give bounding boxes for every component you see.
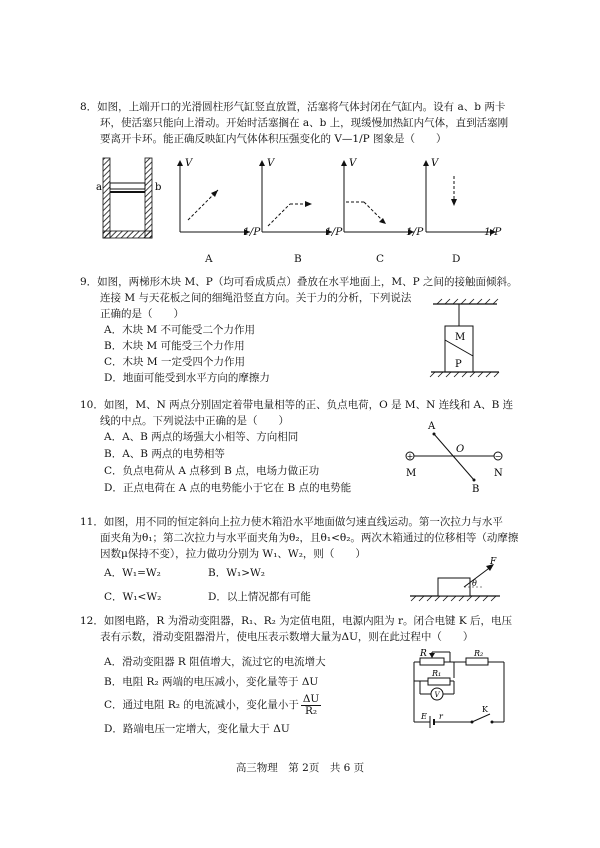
point-o-label: O xyxy=(456,444,465,455)
svg-text:+: + xyxy=(406,452,414,461)
svg-text:R₁: R₁ xyxy=(432,669,442,678)
q10-option-b: B．A、B 两点的电势相等 xyxy=(104,448,225,460)
q10-option-c: C．负点电荷从 A 点移到 B 点，电场力做正功 xyxy=(104,465,320,477)
q9-option-b: B．木块 M 可能受三个力作用 xyxy=(104,340,245,352)
option-c-label: C xyxy=(376,253,385,265)
svg-text:V: V xyxy=(431,158,439,169)
graph-b-x-label: 1/P xyxy=(325,226,343,238)
force-arrow xyxy=(464,566,492,587)
option-a-label: A xyxy=(205,253,213,265)
q12-option-c xyxy=(104,693,321,717)
q8-cylinder-figure xyxy=(95,156,165,242)
ring-a-label: a xyxy=(96,182,102,193)
q9-stem-line-3: 正确的是（ ） xyxy=(100,308,184,320)
q11-option-a: A．W₁=W₂ xyxy=(104,567,161,579)
svg-text:E: E xyxy=(421,712,427,721)
q8-stem-line-2: 环，使活塞只能向上滑动。开始时活塞搁在 a、b 上，现缓慢加热缸内气体，直到活塞刚 xyxy=(100,117,509,129)
q8-graph-b xyxy=(252,156,334,240)
q11-option-d: D．以上情况都有可能 xyxy=(208,591,311,603)
q11-option-b: B．W₁>W₂ xyxy=(208,567,266,579)
q11-box-figure xyxy=(408,556,504,604)
piston xyxy=(110,183,145,189)
option-b-label: B xyxy=(294,253,302,265)
svg-text:r: r xyxy=(439,712,443,721)
cylinder-left-wall xyxy=(103,158,110,238)
svg-text:V: V xyxy=(267,158,275,169)
point-m-label: M xyxy=(406,468,417,479)
q8-graph-a xyxy=(170,156,252,240)
q10-stem-line-1: 10．如图，M、N 两点分别固定着带电量相等的正、负点电荷，O 是 M、N 连线和 A、B 连 xyxy=(80,399,514,411)
block-p-label: P xyxy=(455,359,462,370)
q12-option-a: A．滑动变阻器 R 阻值增大，流过它的电流增大 xyxy=(104,656,326,668)
graph-b-line xyxy=(268,204,290,226)
q12-option-d: D．路端电压一定增大，变化量大于 ΔU xyxy=(104,723,290,735)
q10-charges-figure xyxy=(398,418,508,498)
q9-option-d: D．地面可能受到水平方向的摩擦力 xyxy=(104,372,270,384)
cylinder-bottom xyxy=(103,231,152,238)
q9-blocks-figure xyxy=(425,298,505,384)
resistor-r2 xyxy=(466,658,488,665)
q10-option-d: D．正点电荷在 A 点的电势能小于它在 B 点的电势能 xyxy=(104,482,352,494)
q10-option-a: A．A、B 两点的场强大小相等、方向相同 xyxy=(104,431,299,443)
graph-a-x-label: 1/P xyxy=(243,226,261,238)
svg-text:R₂: R₂ xyxy=(474,649,484,658)
q10-stem-line-2: 线的中点。下列说法中正确的是（ ） xyxy=(100,415,289,427)
svg-text:V: V xyxy=(434,691,440,699)
svg-text:V: V xyxy=(349,158,357,169)
point-a-label: A xyxy=(428,421,436,432)
rheostat-r xyxy=(420,658,444,665)
q9-stem-line-2: 连接 M 与天花板之间的细绳沿竖直方向。关于力的分析，下列说法 xyxy=(100,292,412,304)
cylinder-right-wall xyxy=(145,158,152,238)
q9-stem-line-1: 9．如图，两梯形木块 M、P（均可看成质点）叠放在水平地面上，M、P 之间的接触面倾斜。 xyxy=(80,276,518,288)
point-n-label: N xyxy=(494,468,503,479)
q8-stem-line-1: 8．如图，上端开口的光滑圆柱形气缸竖直放置，活塞将气体封闭在气缸内。设有 a、b 两卡 xyxy=(80,101,506,113)
q12-option-b: B．电阻 R₂ 两端的电压减小，变化量等于 ΔU xyxy=(104,676,319,688)
q12-circuit-figure xyxy=(410,648,510,734)
svg-text:−: − xyxy=(494,452,502,461)
resistor-r1 xyxy=(428,678,450,685)
q9-option-c: C．木块 M 一定受四个力作用 xyxy=(104,356,245,368)
graph-c-x-label: 1/P xyxy=(406,226,424,238)
q12-option-c-text: C．通过电阻 R₂ 的电流减小，变化量小于 xyxy=(104,699,299,711)
q12-stem-line-1: 12．如图电路，R 为滑动变阻器，R₁、R₂ 为定值电阻，电源内阻为 r。闭合电键 K 后，电压 xyxy=(80,615,513,627)
q11-option-c: C．W₁<W₂ xyxy=(104,591,162,603)
angle-label: θ xyxy=(472,579,477,588)
graph-d-x-label: 1/P xyxy=(484,226,502,238)
fraction-numerator: ΔU xyxy=(302,692,320,705)
fraction-denominator: R₂ xyxy=(304,704,318,717)
point-b-label: B xyxy=(472,484,480,495)
q8-stem-line-3: 要离开卡环。能正确反映缸内气体体积压强变化的 V—1/P 图象是（ ） xyxy=(100,133,447,145)
switch-k xyxy=(472,714,490,722)
ring-b-label: b xyxy=(155,182,162,193)
q12-stem-line-2: 表有示数，滑动变阻器滑片，使电压表示数增大量为ΔU，则在此过程中（ ） xyxy=(100,631,474,643)
ab-line xyxy=(434,434,474,480)
block-m-label: M xyxy=(455,332,466,343)
q9-option-a: A．木块 M 不可能受二个力作用 xyxy=(104,324,256,336)
force-label: F xyxy=(490,557,497,567)
svg-text:K: K xyxy=(482,705,488,714)
page-footer: 高三物理 第 2页 共 6 页 xyxy=(235,762,365,774)
q11-stem-line-1: 11．如图，用不同的恒定斜向上拉力使木箱沿水平地面做匀速直线运动。第一次拉力与水平 xyxy=(80,516,503,528)
svg-text:R: R xyxy=(420,649,427,659)
q11-stem-line-3: 因数μ保持不变），拉力做功分别为 W₁、W₂，则（ ） xyxy=(100,548,366,560)
option-d-label: D xyxy=(452,253,461,265)
svg-text:V: V xyxy=(185,158,193,169)
q11-stem-line-2: 面夹角为θ₁；第二次拉力与水平面夹角为θ₂，且θ₁<θ₂。两次木箱通过的位移相等（动摩擦 xyxy=(100,532,519,544)
q8-graph-c xyxy=(334,156,416,240)
q12-fraction xyxy=(301,694,321,717)
